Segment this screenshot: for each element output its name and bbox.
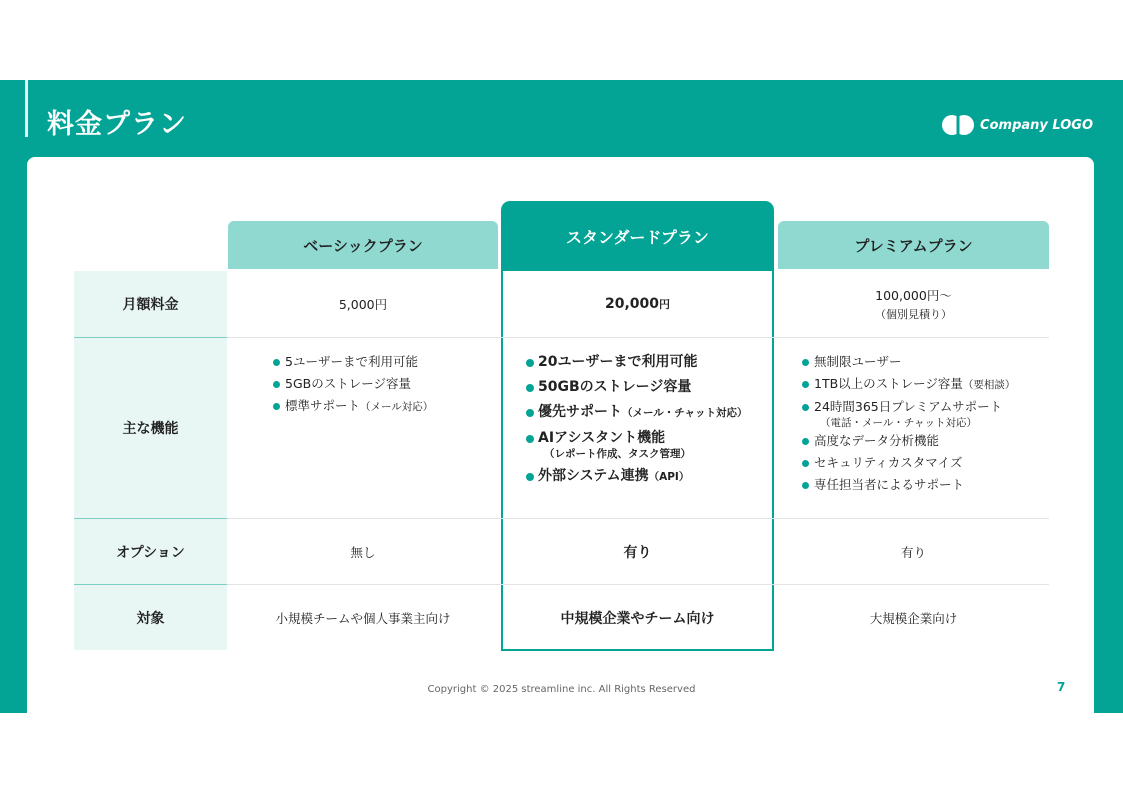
feature-text: 優先サポート bbox=[538, 404, 622, 420]
feature-item bbox=[802, 430, 1046, 452]
features-standard bbox=[526, 350, 770, 490]
feature-item bbox=[273, 373, 495, 395]
feature-item bbox=[273, 395, 495, 418]
feature-text: 5ユーザーまで利用可能 bbox=[285, 354, 418, 369]
row-divider bbox=[227, 337, 1049, 338]
target-standard bbox=[503, 585, 772, 650]
target-basic bbox=[228, 585, 498, 650]
row-header-options bbox=[74, 519, 227, 584]
plan-header-premium bbox=[778, 221, 1049, 269]
company-logo-mark-icon bbox=[942, 115, 974, 135]
options-premium-value: 有り bbox=[900, 544, 926, 560]
page-title: 料金プラン bbox=[47, 109, 187, 140]
feature-small-note: （メール・チャット対応） bbox=[622, 407, 748, 419]
title-accent-bar bbox=[25, 80, 28, 137]
price-standard bbox=[503, 271, 772, 337]
feature-text: 1TB以上のストレージ容量 bbox=[814, 376, 963, 391]
feature-text: 50GBのストレージ容量 bbox=[538, 379, 692, 395]
row-divider bbox=[74, 337, 227, 338]
row-header-price-label: 月額料金 bbox=[122, 297, 179, 313]
row-header-price bbox=[74, 271, 227, 337]
feature-text: 高度なデータ分析機能 bbox=[814, 433, 940, 448]
feature-item bbox=[526, 426, 770, 461]
target-premium bbox=[778, 585, 1049, 650]
plan-name-standard: スタンダードプラン bbox=[566, 228, 709, 247]
feature-text: 5GBのストレージ容量 bbox=[285, 376, 411, 391]
feature-text: 標準サポート bbox=[285, 398, 361, 413]
feature-list-standard bbox=[526, 350, 770, 490]
feature-item bbox=[802, 452, 1046, 474]
feature-item bbox=[526, 464, 770, 490]
feature-text: 無制限ユーザー bbox=[814, 354, 902, 369]
features-basic bbox=[273, 351, 495, 418]
row-divider bbox=[74, 584, 227, 585]
options-basic-value: 無し bbox=[350, 544, 376, 560]
feature-text: セキュリティカスタマイズ bbox=[814, 455, 963, 470]
feature-item bbox=[802, 396, 1046, 430]
options-premium bbox=[778, 519, 1049, 584]
feature-text: 24時間365日プレミアムサポート bbox=[814, 399, 1003, 414]
feature-text: AIアシスタント機能 bbox=[538, 430, 666, 446]
options-standard-value: 有り bbox=[623, 544, 652, 561]
row-header-target-label: 対象 bbox=[136, 610, 165, 627]
feature-note: （レポート作成、タスク管理） bbox=[544, 448, 691, 460]
price-standard-number: 20,000 bbox=[604, 296, 660, 312]
feature-text: 外部システム連携 bbox=[538, 468, 649, 484]
feature-item bbox=[802, 373, 1046, 396]
feature-small-note: （API） bbox=[648, 471, 690, 483]
price-basic-value: 5,000円 bbox=[338, 297, 388, 312]
feature-item bbox=[526, 350, 770, 375]
options-standard bbox=[503, 519, 772, 584]
row-header-options-label: オプション bbox=[116, 544, 185, 561]
feature-item bbox=[802, 474, 1046, 496]
copyright-text: Copyright © 2025 streamline inc. All Rights Reserved bbox=[427, 684, 696, 695]
feature-small-note: （メール対応） bbox=[360, 401, 434, 413]
row-divider bbox=[74, 518, 227, 519]
feature-list-basic bbox=[273, 351, 495, 418]
row-header-target bbox=[74, 585, 227, 650]
plan-name-basic: ベーシックプラン bbox=[303, 236, 423, 255]
target-premium-value: 大規模企業向け bbox=[869, 610, 958, 626]
options-basic bbox=[228, 519, 498, 584]
feature-text: 20ユーザーまで利用可能 bbox=[538, 354, 698, 370]
price-basic bbox=[228, 271, 498, 337]
feature-small-note: （要相談） bbox=[962, 379, 1016, 391]
feature-list-premium bbox=[802, 351, 1046, 496]
feature-item bbox=[273, 351, 495, 373]
features-premium bbox=[802, 351, 1046, 496]
page-number: 7 bbox=[1057, 680, 1066, 694]
target-standard-value: 中規模企業やチーム向け bbox=[560, 610, 715, 627]
company-logo bbox=[942, 115, 1093, 135]
feature-item bbox=[526, 400, 770, 426]
feature-item bbox=[802, 351, 1046, 373]
target-basic-value: 小規模チームや個人事業主向け bbox=[275, 610, 451, 626]
feature-text: 専任担当者によるサポート bbox=[814, 477, 965, 492]
row-header-features bbox=[74, 338, 227, 518]
feature-note: （電話・メール・チャット対応） bbox=[820, 417, 977, 429]
price-premium-value: 100,000円～ bbox=[875, 288, 952, 303]
price-standard-value bbox=[605, 296, 670, 312]
plan-header-basic bbox=[228, 221, 498, 269]
price-standard-unit: 円 bbox=[659, 298, 671, 311]
company-logo-text: Company LOGO bbox=[980, 117, 1093, 133]
feature-item bbox=[526, 375, 770, 400]
price-premium bbox=[778, 271, 1049, 337]
price-premium-note: （個別見積り） bbox=[875, 308, 952, 321]
row-header-features-label: 主な機能 bbox=[122, 421, 179, 437]
plan-name-premium: プレミアムプラン bbox=[854, 236, 973, 255]
plan-header-standard bbox=[501, 201, 774, 271]
